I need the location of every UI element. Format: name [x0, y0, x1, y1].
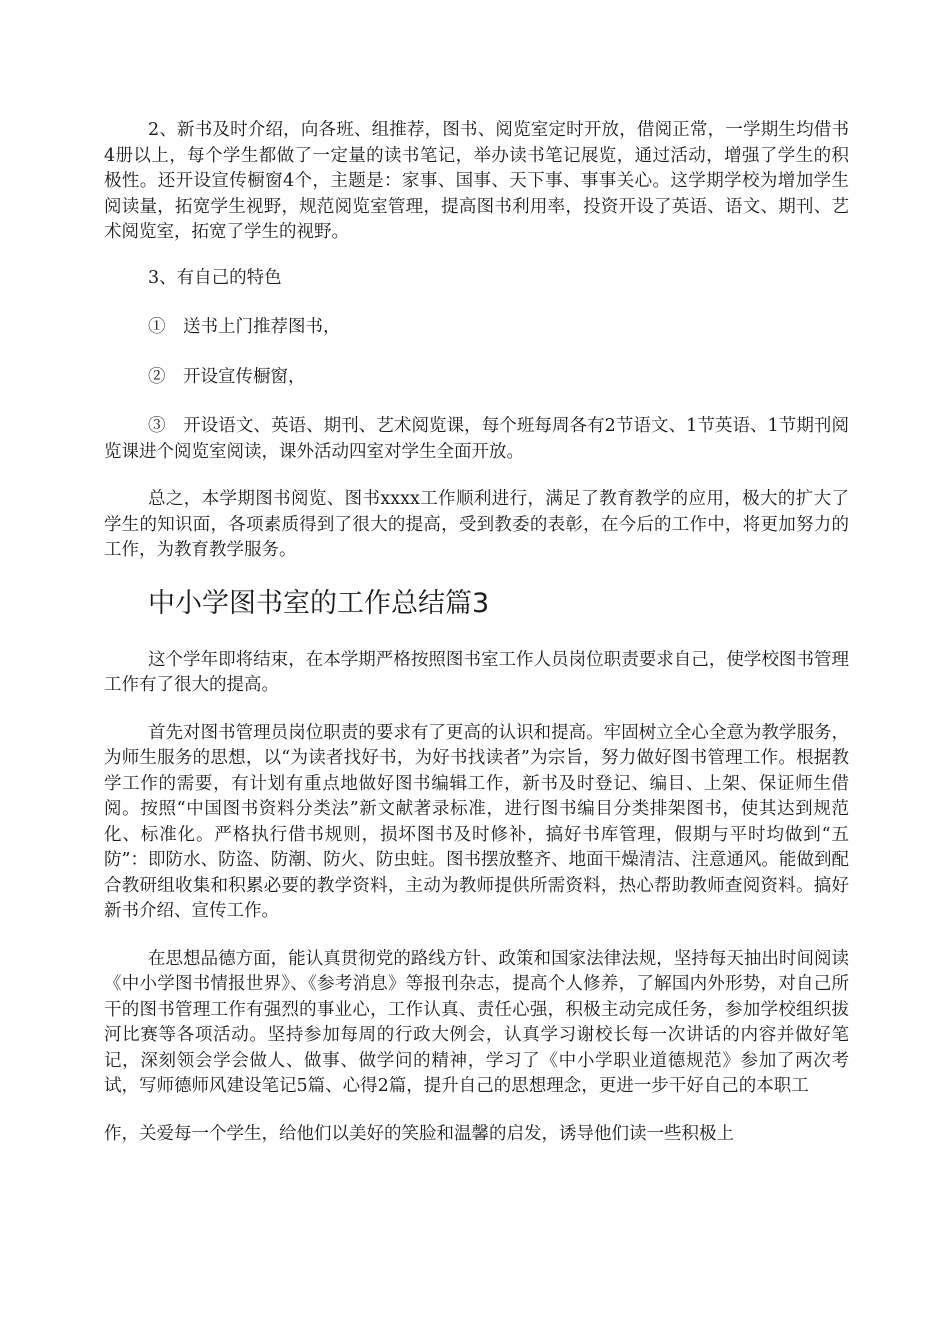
paragraph-new-books: 2、新书及时介绍，向各班、组推荐，图书、阅览室定时开放，借阅正常，一学期生均借书4册以上，每个学生都做了一定量的读书笔记，举办读书笔记展览，通过活动，增强了学生的积极性。还开设宣传橱窗4个，主题是：家事、国事、天下事、事事关心。这学期学校为增加学生阅读量，拓宽学生视野，规范阅览室管理，提高图书利用率，投资开设了英语、语文、期刊、艺术阅览室，拓宽了学生的视野。 — [104, 120, 849, 242]
paragraph-summary: 总之，本学期图书阅览、图书xxxx工作顺利进行，满足了教育教学的应用，极大的扩大了学生的知识面，各项素质得到了很大的提高，受到教委的表彰，在今后的工作中，将更加努力的工作，为教育教学服务。 — [104, 489, 849, 560]
list-item-delivery: ① 送书上门推荐图书， — [148, 317, 341, 337]
section-heading: 中小学图书室的工作总结篇3 — [148, 587, 490, 619]
paragraph-morality: 在思想品德方面，能认真贯彻党的路线方针、政策和国家法律法规，坚持每天抽出时间阅读《中小学图书情报世界》、《参考消息》等报刊杂志，提高个人修养，了解国内外形势，对自己所干的图书管理工作有强烈的事业心，工作认真、责任心强，积极主动完成任务，参加学校组织拔河比赛等各项活动。坚持参加每周的行政大例会，认真学习谢校长每一次讲话的内容并做好笔记，深刻领会学会做人、做事、做学问的精神，学习了《中小学职业道德规范》参加了两次考试，写师德师风建设笔记5篇、心得2篇，提升自己的思想理念，更进一步干好自己的本职工 — [104, 948, 849, 1096]
list-item-showcase: ② 开设宣传橱窗， — [148, 366, 306, 387]
paragraph-intro: 这个学年即将结束，在本学期严格按照图书室工作人员岗位职责要求自己，使学校图书管理工作有了很大的提高。 — [104, 649, 849, 695]
paragraph-duties: 首先对图书管理员岗位职责的要求有了更高的认识和提高。牢固树立全心全意为教学服务，为师生服务的思想，以“为读者找好书，为好书找读者”为宗旨，努力做好图书管理工作。根据教学工作的需要，有计划有重点地做好图书编辑工作，新书及时登记、编目、上架、保证师生借阅。按照“中国图书资料分类法”新文献著录标准，进行图书编目分类排架图书，使其达到规范化、标准化。严格执行借书规则，损坏图书及时修补，搞好书库管理，假期与平时均做到“五防”：即防水、防盗、防潮、防火、防虫蛀。图书摆放整齐、地面干燥清洁、注意通风。能做到配合教研组收集和积累必要的教学资料，主动为教师提供所需资料，热心帮助教师查阅资料。搞好新书介绍、宣传工作。 — [104, 722, 849, 921]
paragraph-features-title: 3、有自己的特色 — [148, 267, 282, 288]
list-item-reading-classes: ③ 开设语文、英语、期刊、艺术阅览课，每个班每周各有2节语文、1节英语、1节期刊阅览课进个阅览室阅读，课外活动四室对学生全面开放。 — [104, 416, 849, 462]
document-body — [104, 118, 849, 1147]
paragraph-continuation: 作，关爱每一个学生，给他们以美好的笑脸和温馨的启发，诱导他们读一些积极上 — [104, 1123, 734, 1144]
